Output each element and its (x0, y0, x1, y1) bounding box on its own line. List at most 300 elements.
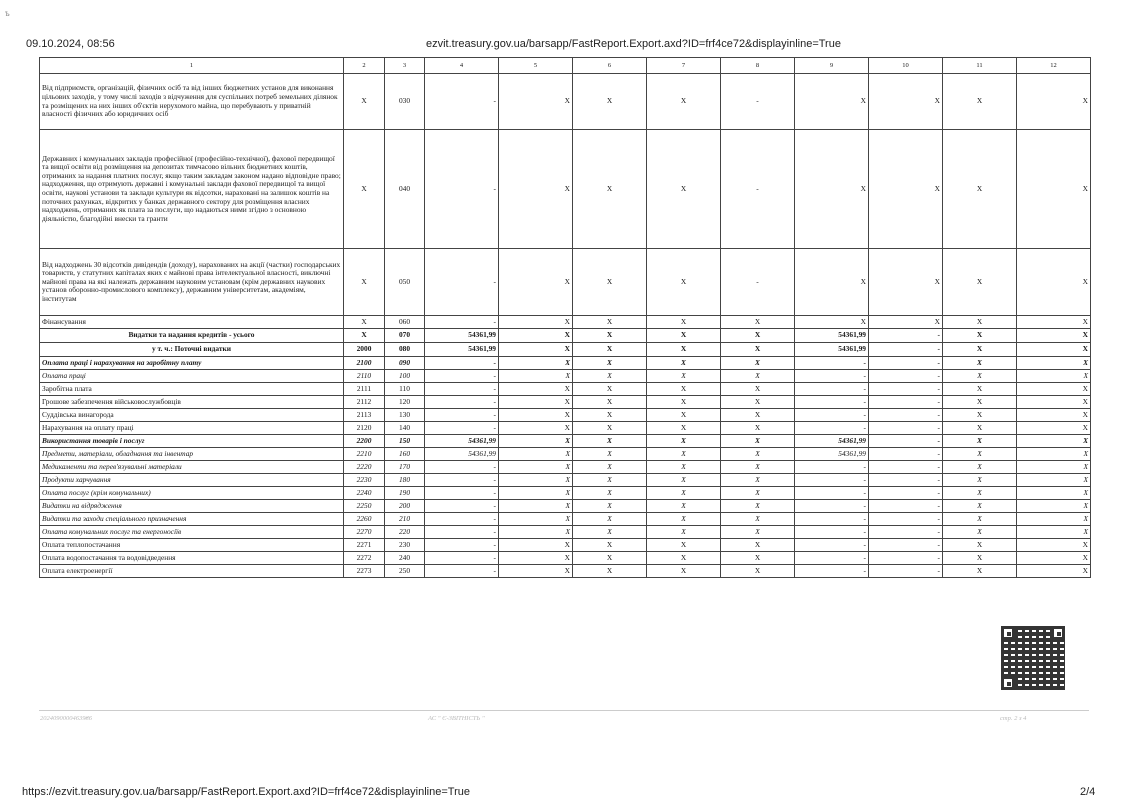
cell-value: 2220 (344, 461, 385, 474)
cell-value: X (721, 500, 795, 513)
cell-value: X (647, 565, 721, 578)
cell-value: X (869, 130, 943, 249)
column-number: 9 (795, 58, 869, 74)
cell-value: X (344, 249, 385, 316)
cell-value: 240 (385, 552, 425, 565)
cell-value: - (869, 422, 943, 435)
cell-value: X (943, 422, 1017, 435)
table-row (40, 474, 1091, 487)
cell-value: 120 (385, 396, 425, 409)
cell-value: 54361,99 (795, 435, 869, 448)
table-row (40, 396, 1091, 409)
cell-value: X (647, 316, 721, 329)
cell-value: X (573, 343, 647, 357)
cell-value: X (1017, 409, 1091, 422)
row-label: Видатки на відрядження (40, 500, 344, 513)
cell-value: X (943, 552, 1017, 565)
cell-value: X (499, 396, 573, 409)
cell-value: 54361,99 (425, 435, 499, 448)
cell-value: 040 (385, 130, 425, 249)
cell-value: - (721, 74, 795, 130)
cell-value: X (1017, 422, 1091, 435)
cell-value: X (1017, 565, 1091, 578)
cell-value: - (425, 249, 499, 316)
cell-value: X (499, 487, 573, 500)
cell-value: 2112 (344, 396, 385, 409)
cell-value: X (499, 500, 573, 513)
cell-value: X (1017, 552, 1091, 565)
cell-value: X (721, 370, 795, 383)
cell-value: X (1017, 130, 1091, 249)
cell-value: X (943, 357, 1017, 370)
cell-value: X (647, 461, 721, 474)
cell-value: 2250 (344, 500, 385, 513)
cell-value: X (499, 409, 573, 422)
cell-value: X (647, 357, 721, 370)
table-row (40, 343, 1091, 357)
cell-value: X (943, 461, 1017, 474)
cell-value: X (1017, 448, 1091, 461)
budget-report-table (39, 57, 1091, 578)
cell-value: X (499, 249, 573, 316)
column-number: 6 (573, 58, 647, 74)
cell-value: X (795, 316, 869, 329)
cell-value: X (721, 422, 795, 435)
cell-value: X (573, 526, 647, 539)
cell-value: X (943, 316, 1017, 329)
cell-value: X (943, 329, 1017, 343)
cell-value: X (943, 565, 1017, 578)
cell-value: X (869, 249, 943, 316)
cell-value: X (943, 500, 1017, 513)
cell-value: X (721, 539, 795, 552)
cell-value: X (647, 435, 721, 448)
cell-value: 54361,99 (425, 329, 499, 343)
cell-value: X (499, 474, 573, 487)
table-row (40, 552, 1091, 565)
cell-value: X (1017, 383, 1091, 396)
system-name: АС " Є-ЗВІТНІСТЬ " (428, 715, 485, 722)
cell-value: X (1017, 329, 1091, 343)
cell-value: X (499, 552, 573, 565)
cell-value: - (795, 370, 869, 383)
cell-value: X (721, 474, 795, 487)
cell-value: X (943, 396, 1017, 409)
scan-mark: ъ (5, 8, 10, 18)
cell-value: X (1017, 74, 1091, 130)
cell-value: 2271 (344, 539, 385, 552)
footer-separator (39, 710, 1089, 711)
cell-value: - (795, 422, 869, 435)
table-row (40, 370, 1091, 383)
cell-value: X (499, 526, 573, 539)
cell-value: - (795, 474, 869, 487)
table-row (40, 513, 1091, 526)
cell-value: X (499, 513, 573, 526)
table-row (40, 448, 1091, 461)
cell-value: X (647, 409, 721, 422)
cell-value: - (425, 396, 499, 409)
cell-value: X (573, 396, 647, 409)
cell-value: X (943, 370, 1017, 383)
cell-value: 170 (385, 461, 425, 474)
cell-value: - (795, 539, 869, 552)
cell-value: 54361,99 (795, 329, 869, 343)
cell-value: - (869, 539, 943, 552)
cell-value: X (721, 487, 795, 500)
cell-value: - (869, 474, 943, 487)
cell-value: 190 (385, 487, 425, 500)
table-row (40, 526, 1091, 539)
column-number: 12 (1017, 58, 1091, 74)
cell-value: X (647, 396, 721, 409)
cell-value: 54361,99 (795, 343, 869, 357)
cell-value: - (425, 526, 499, 539)
table-row (40, 74, 1091, 130)
cell-value: X (721, 513, 795, 526)
cell-value: 2240 (344, 487, 385, 500)
cell-value: X (573, 435, 647, 448)
cell-value: X (795, 249, 869, 316)
cell-value: X (943, 383, 1017, 396)
row-label: Суддівська винагорода (40, 409, 344, 422)
table-row (40, 383, 1091, 396)
cell-value: 2230 (344, 474, 385, 487)
cell-value: X (499, 383, 573, 396)
cell-value: 090 (385, 357, 425, 370)
cell-value: X (573, 487, 647, 500)
cell-value: 210 (385, 513, 425, 526)
table-row (40, 500, 1091, 513)
cell-value: - (869, 487, 943, 500)
cell-value: - (425, 74, 499, 130)
cell-value: 2260 (344, 513, 385, 526)
cell-value: - (425, 500, 499, 513)
cell-value: X (344, 329, 385, 343)
cell-value: X (943, 249, 1017, 316)
cell-value: 54361,99 (425, 448, 499, 461)
cell-value: X (499, 539, 573, 552)
cell-value: - (425, 487, 499, 500)
cell-value: X (499, 448, 573, 461)
cell-value: - (425, 539, 499, 552)
cell-value: X (943, 130, 1017, 249)
cell-value: X (943, 474, 1017, 487)
cell-value: 2210 (344, 448, 385, 461)
row-label: Оплата теплопостачання (40, 539, 344, 552)
cell-value: X (499, 74, 573, 130)
cell-value: X (647, 539, 721, 552)
cell-value: X (573, 500, 647, 513)
cell-value: X (573, 409, 647, 422)
table-row (40, 409, 1091, 422)
cell-value: - (869, 565, 943, 578)
cell-value: - (869, 383, 943, 396)
cell-value: X (795, 130, 869, 249)
cell-value: X (573, 130, 647, 249)
cell-value: X (1017, 539, 1091, 552)
cell-value: 110 (385, 383, 425, 396)
row-label: Грошове забезпечення військовослужбовців (40, 396, 344, 409)
table-row (40, 565, 1091, 578)
cell-value: X (573, 565, 647, 578)
cell-value: X (499, 435, 573, 448)
cell-value: X (647, 329, 721, 343)
cell-value: - (869, 500, 943, 513)
cell-value: X (1017, 316, 1091, 329)
row-label: Нарахування на оплату праці (40, 422, 344, 435)
cell-value: X (943, 526, 1017, 539)
table-row (40, 422, 1091, 435)
cell-value: 2113 (344, 409, 385, 422)
row-label: Оплата електроенергії (40, 565, 344, 578)
cell-value: X (1017, 500, 1091, 513)
cell-value: - (425, 130, 499, 249)
cell-value: 2120 (344, 422, 385, 435)
cell-value: X (573, 74, 647, 130)
cell-value: X (869, 316, 943, 329)
cell-value: 150 (385, 435, 425, 448)
cell-value: X (344, 130, 385, 249)
row-label: Оплата послуг (крім комунальних) (40, 487, 344, 500)
cell-value: X (647, 474, 721, 487)
cell-value: X (721, 316, 795, 329)
cell-value: X (1017, 357, 1091, 370)
row-label: Предмети, матеріали, обладнання та інвентар (40, 448, 344, 461)
cell-value: X (573, 316, 647, 329)
cell-value: X (573, 357, 647, 370)
cell-value: - (425, 565, 499, 578)
cell-value: 54361,99 (425, 343, 499, 357)
cell-value: X (721, 526, 795, 539)
column-number: 2 (344, 58, 385, 74)
table-row (40, 316, 1091, 329)
table-row (40, 357, 1091, 370)
cell-value: 100 (385, 370, 425, 383)
cell-value: 160 (385, 448, 425, 461)
row-label: у т. ч.: Поточні видатки (40, 343, 344, 357)
cell-value: X (721, 448, 795, 461)
cell-value: X (721, 409, 795, 422)
column-number: 3 (385, 58, 425, 74)
table-row (40, 249, 1091, 316)
cell-value: X (499, 329, 573, 343)
cell-value: - (795, 461, 869, 474)
cell-value: X (499, 343, 573, 357)
cell-value: 2270 (344, 526, 385, 539)
cell-value: X (1017, 396, 1091, 409)
cell-value: - (869, 513, 943, 526)
cell-value: 250 (385, 565, 425, 578)
cell-value: X (573, 383, 647, 396)
row-label: Використання товарів і послуг (40, 435, 344, 448)
cell-value: X (1017, 474, 1091, 487)
row-label: Видатки та надання кредитів - усього (40, 329, 344, 343)
cell-value: - (869, 435, 943, 448)
cell-value: X (647, 552, 721, 565)
cell-value: - (425, 370, 499, 383)
cell-value: - (795, 565, 869, 578)
cell-value: X (573, 552, 647, 565)
cell-value: 2110 (344, 370, 385, 383)
cell-value: X (573, 539, 647, 552)
cell-value: - (869, 409, 943, 422)
cell-value: X (943, 343, 1017, 357)
cell-value: X (721, 383, 795, 396)
print-footer-url: https://ezvit.treasury.gov.ua/barsapp/FastReport.Export.axd?ID=frf4ce72&displayinline=True (22, 786, 470, 798)
cell-value: 200 (385, 500, 425, 513)
print-header-url: ezvit.treasury.gov.ua/barsapp/FastReport.Export.axd?ID=frf4ce72&displayinline=True (426, 38, 841, 50)
column-number: 10 (869, 58, 943, 74)
cell-value: X (943, 539, 1017, 552)
cell-value: - (425, 552, 499, 565)
cell-value: X (1017, 249, 1091, 316)
column-number: 1 (40, 58, 344, 74)
cell-value: X (647, 487, 721, 500)
cell-value: X (573, 329, 647, 343)
cell-value: - (425, 461, 499, 474)
cell-value: 54361,99 (795, 448, 869, 461)
cell-value: X (943, 409, 1017, 422)
cell-value: 030 (385, 74, 425, 130)
cell-value: X (721, 357, 795, 370)
cell-value: X (721, 396, 795, 409)
print-page-number: 2/4 (1080, 786, 1096, 798)
cell-value: - (869, 370, 943, 383)
page-reference: стр. 2 з 4 (1000, 715, 1027, 722)
cell-value: X (647, 383, 721, 396)
cell-value: - (425, 474, 499, 487)
cell-value: X (573, 474, 647, 487)
cell-value: - (795, 500, 869, 513)
cell-value: 180 (385, 474, 425, 487)
qr-code (1001, 626, 1065, 690)
cell-value: X (573, 249, 647, 316)
table-row (40, 435, 1091, 448)
cell-value: 050 (385, 249, 425, 316)
cell-value: - (869, 329, 943, 343)
cell-value: X (647, 526, 721, 539)
cell-value: 230 (385, 539, 425, 552)
column-number: 11 (943, 58, 1017, 74)
column-number: 4 (425, 58, 499, 74)
cell-value: - (425, 357, 499, 370)
cell-value: - (425, 422, 499, 435)
cell-value: 2272 (344, 552, 385, 565)
row-label: Оплата праці (40, 370, 344, 383)
cell-value: - (721, 249, 795, 316)
cell-value: X (647, 422, 721, 435)
cell-value: X (573, 370, 647, 383)
row-label: Оплата праці і нарахування на заробітну плату (40, 357, 344, 370)
cell-value: 2111 (344, 383, 385, 396)
cell-value: - (795, 526, 869, 539)
cell-value: X (647, 74, 721, 130)
cell-value: X (943, 513, 1017, 526)
cell-value: - (425, 513, 499, 526)
table-row (40, 539, 1091, 552)
cell-value: 2273 (344, 565, 385, 578)
cell-value: X (499, 461, 573, 474)
cell-value: X (943, 435, 1017, 448)
row-label: Медикаменти та перев'язувальні матеріали (40, 461, 344, 474)
cell-value: 220 (385, 526, 425, 539)
cell-value: X (499, 130, 573, 249)
cell-value: X (647, 130, 721, 249)
cell-value: X (943, 74, 1017, 130)
cell-value: X (499, 370, 573, 383)
cell-value: - (869, 461, 943, 474)
cell-value: - (869, 343, 943, 357)
cell-value: X (1017, 513, 1091, 526)
cell-value: X (721, 565, 795, 578)
column-number: 7 (647, 58, 721, 74)
cell-value: X (647, 343, 721, 357)
cell-value: - (795, 513, 869, 526)
cell-value: - (795, 552, 869, 565)
row-label: Оплата водопостачання та водовідведення (40, 552, 344, 565)
cell-value: X (943, 487, 1017, 500)
column-number-row (40, 58, 1091, 74)
cell-value: 2200 (344, 435, 385, 448)
cell-value: X (573, 422, 647, 435)
row-label: Заробітна плата (40, 383, 344, 396)
cell-value: - (795, 396, 869, 409)
cell-value: - (795, 357, 869, 370)
cell-value: 060 (385, 316, 425, 329)
cell-value: X (647, 249, 721, 316)
row-label: Державних і комунальних закладів професійної (професійно-технічної), фахової передвищої та вищої освіти від розміщення на депозитах тимчасово вільних бюджетних коштів, отриманих за надання платних послуг, якщо таким закладам законом надано відповідне право; надходження, що отримують державні і комунальні заклади фахової передвищої та вищої освіти, наукові установи та заклади культури як відсотки, нараховані на залишок коштів на поточних рахунках, відкритих у банках державного сектору для розміщення власних надходжень, отриманих як плата за послуги, що надаються ними згідно з основною діяльністю, благодійні внески та гранти (40, 130, 344, 249)
row-label: Продукти харчування (40, 474, 344, 487)
cell-value: X (1017, 435, 1091, 448)
table-row (40, 329, 1091, 343)
table-row (40, 487, 1091, 500)
cell-value: X (499, 357, 573, 370)
cell-value: - (869, 552, 943, 565)
cell-value: X (573, 448, 647, 461)
cell-value: X (573, 461, 647, 474)
cell-value: X (943, 448, 1017, 461)
column-number: 8 (721, 58, 795, 74)
cell-value: - (795, 383, 869, 396)
cell-value: - (795, 487, 869, 500)
cell-value: X (721, 461, 795, 474)
cell-value: 080 (385, 343, 425, 357)
cell-value: 140 (385, 422, 425, 435)
row-label: Від надходжень 30 відсотків дивідендів (доходу), нарахованих на акції (частки) господарських товариств, у статутних капіталах яких є майнові права інтелектуальної власності, виключні майнові права на які належать державним науковим установам (крім державних наукових установ оборонно-промислового комплексу), державним університетам, академіям, інститутам (40, 249, 344, 316)
cell-value: X (344, 74, 385, 130)
cell-value: 070 (385, 329, 425, 343)
table-row (40, 130, 1091, 249)
cell-value: - (795, 409, 869, 422)
row-label: Видатки та заходи спеціального призначення (40, 513, 344, 526)
cell-value: X (721, 343, 795, 357)
cell-value: X (1017, 370, 1091, 383)
cell-value: X (869, 74, 943, 130)
cell-value: X (1017, 526, 1091, 539)
row-label: Фінансування (40, 316, 344, 329)
cell-value: X (1017, 343, 1091, 357)
cell-value: X (1017, 487, 1091, 500)
cell-value: X (1017, 461, 1091, 474)
cell-value: X (647, 448, 721, 461)
cell-value: X (721, 435, 795, 448)
cell-value: 2100 (344, 357, 385, 370)
cell-value: - (721, 130, 795, 249)
cell-value: - (869, 357, 943, 370)
column-number: 5 (499, 58, 573, 74)
cell-value: X (721, 552, 795, 565)
